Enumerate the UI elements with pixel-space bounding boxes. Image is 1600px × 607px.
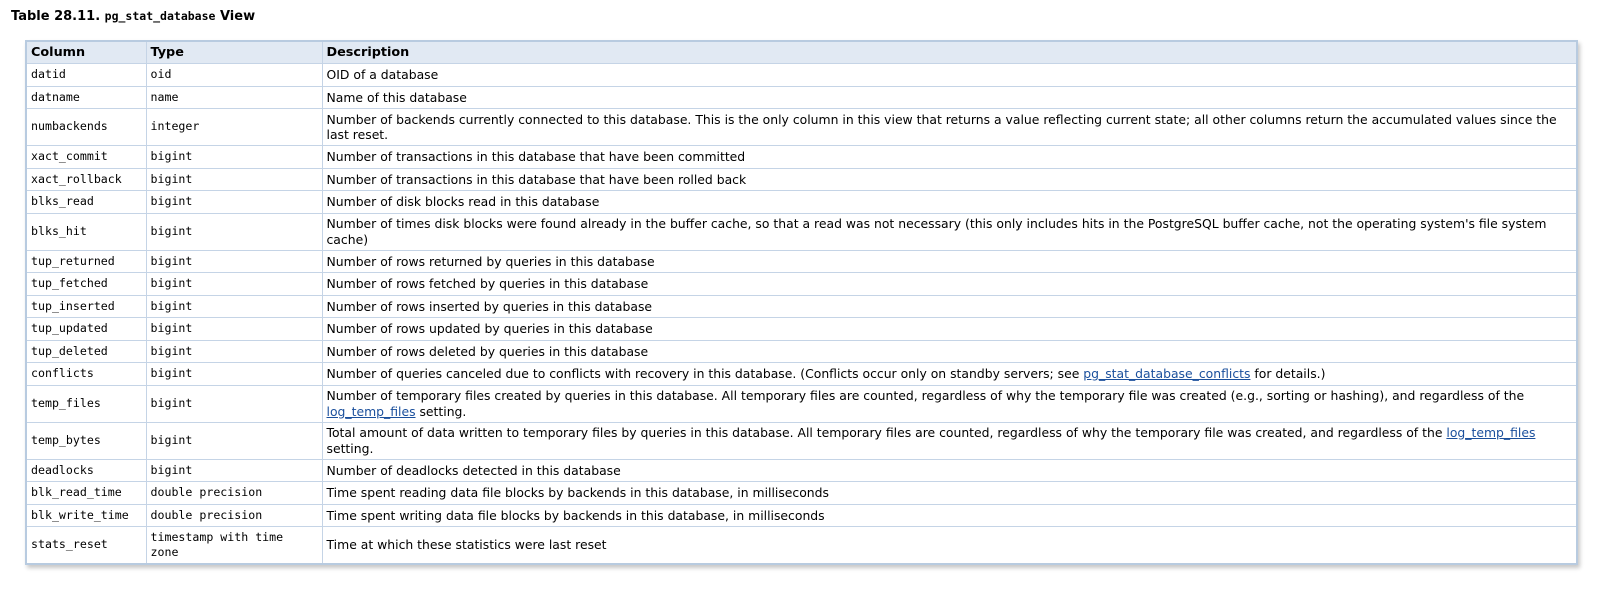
cell-description xyxy=(322,191,1577,214)
cell-description xyxy=(322,504,1577,527)
cell-type: bigint xyxy=(146,250,322,273)
cell-type: bigint xyxy=(146,295,322,318)
description-text-after: setting. xyxy=(326,440,374,456)
description-text-after: setting. xyxy=(415,403,467,419)
description-text: Number of times disk blocks were found already in the buffer cache, so that a read was not necessary (this only includes hits in the PostgreSQL buffer cache, not the operating system's file system cache) xyxy=(326,216,1547,247)
table-row xyxy=(26,146,1577,169)
cell-type: bigint xyxy=(146,459,322,482)
table-row xyxy=(26,459,1577,482)
description-text: Number of transactions in this database that have been rolled back xyxy=(326,171,747,187)
table-caption xyxy=(11,7,255,26)
description-text: Time spent reading data file blocks by backends in this database, in milliseconds xyxy=(326,485,829,500)
cell-column-name: tup_fetched xyxy=(26,273,146,296)
caption-prefix: Table 28.11. xyxy=(11,9,105,24)
cell-description xyxy=(322,422,1577,459)
cell-description xyxy=(322,250,1577,273)
cell-type: double precision xyxy=(146,504,322,527)
cell-description xyxy=(322,295,1577,318)
cell-column-name: tup_inserted xyxy=(26,295,146,318)
cell-column-name: stats_reset xyxy=(26,527,146,565)
cell-description xyxy=(322,86,1577,109)
table-row xyxy=(26,340,1577,363)
cell-column-name: xact_commit xyxy=(26,146,146,169)
description-link[interactable]: log_temp_files xyxy=(326,403,416,419)
cell-description xyxy=(322,482,1577,505)
cell-description xyxy=(322,273,1577,296)
table-row xyxy=(26,504,1577,527)
header-column: Column xyxy=(26,41,146,64)
cell-column-name: blks_read xyxy=(26,191,146,214)
cell-description xyxy=(322,64,1577,87)
cell-type: bigint xyxy=(146,213,322,250)
description-link[interactable]: log_temp_files xyxy=(1446,425,1536,440)
description-text: Number of temporary files created by queries in this database. All temporary files are counted, regardless of why the temporary file was created (e.g., sorting or hashing), and regardless of the xyxy=(326,388,1525,403)
table-row xyxy=(26,527,1577,565)
table-body xyxy=(26,64,1577,565)
cell-column-name: blks_hit xyxy=(26,213,146,250)
cell-column-name: datid xyxy=(26,64,146,87)
description-text: Number of deadlocks detected in this database xyxy=(326,462,621,478)
cell-type: name xyxy=(146,86,322,109)
cell-column-name: conflicts xyxy=(26,363,146,386)
table-container xyxy=(25,40,1578,565)
description-text: Total amount of data written to temporary files by queries in this database. All temporary files are counted, regardless of why the temporary file was created, and regardless of the xyxy=(326,425,1447,440)
description-text: Number of rows returned by queries in this database xyxy=(326,253,655,269)
cell-type: integer xyxy=(146,109,322,146)
cell-type: bigint xyxy=(146,363,322,386)
description-text: Number of transactions in this database that have been committed xyxy=(326,149,746,164)
caption-suffix: View xyxy=(215,9,256,24)
table-row xyxy=(26,273,1577,296)
cell-description xyxy=(322,318,1577,341)
cell-type: bigint xyxy=(146,340,322,363)
description-text: Time at which these statistics were last reset xyxy=(326,537,607,553)
cell-description xyxy=(322,385,1577,422)
cell-description xyxy=(322,146,1577,169)
cell-column-name: tup_updated xyxy=(26,318,146,341)
description-text: Name of this database xyxy=(326,89,467,105)
table-header-row xyxy=(26,41,1577,64)
cell-description xyxy=(322,459,1577,482)
table-row xyxy=(26,385,1577,422)
cell-type: bigint xyxy=(146,422,322,459)
cell-type: bigint xyxy=(146,385,322,422)
table-row xyxy=(26,422,1577,459)
cell-column-name: numbackends xyxy=(26,109,146,146)
description-text: Time spent writing data file blocks by backends in this database, in milliseconds xyxy=(326,507,825,523)
description-text: Number of rows deleted by queries in this database xyxy=(326,343,649,359)
table-row xyxy=(26,109,1577,146)
cell-column-name: xact_rollback xyxy=(26,168,146,191)
table-row xyxy=(26,250,1577,273)
description-text: Number of disk blocks read in this database xyxy=(326,194,600,209)
description-text: OID of a database xyxy=(326,67,439,82)
table-row xyxy=(26,191,1577,214)
cell-column-name: tup_returned xyxy=(26,250,146,273)
cell-type: bigint xyxy=(146,191,322,214)
description-text: Number of queries canceled due to conflicts with recovery in this database. (Conflicts occur only on standby servers; see xyxy=(326,366,1084,381)
table-row xyxy=(26,86,1577,109)
cell-column-name: datname xyxy=(26,86,146,109)
cell-type: timestamp with time zone xyxy=(146,527,322,565)
table-row xyxy=(26,363,1577,386)
header-type: Type xyxy=(146,41,322,64)
cell-column-name: blk_read_time xyxy=(26,482,146,505)
table-row xyxy=(26,168,1577,191)
cell-description xyxy=(322,527,1577,565)
cell-description xyxy=(322,340,1577,363)
description-text: Number of rows updated by queries in this database xyxy=(326,321,653,336)
description-text: Number of rows inserted by queries in this database xyxy=(326,298,653,314)
cell-type: bigint xyxy=(146,146,322,169)
cell-column-name: blk_write_time xyxy=(26,504,146,527)
cell-type: oid xyxy=(146,64,322,87)
header-description: Description xyxy=(322,41,1577,64)
table-row xyxy=(26,213,1577,250)
cell-column-name: tup_deleted xyxy=(26,340,146,363)
description-link[interactable]: pg_stat_database_conflicts xyxy=(1083,366,1251,381)
description-text: Number of rows fetched by queries in this database xyxy=(326,276,649,291)
cell-description xyxy=(322,168,1577,191)
cell-type: bigint xyxy=(146,318,322,341)
cell-column-name: temp_files xyxy=(26,385,146,422)
description-text: Number of backends currently connected to this database. This is the only column in this view that returns a value reflecting current state; all other columns return the accumulated values since the last reset. xyxy=(326,111,1557,142)
caption-view-name: pg_stat_database xyxy=(104,9,216,23)
table-row xyxy=(26,64,1577,87)
cell-type: bigint xyxy=(146,168,322,191)
cell-type: double precision xyxy=(146,482,322,505)
cell-description xyxy=(322,363,1577,386)
pg-stat-database-table xyxy=(25,40,1578,565)
cell-description xyxy=(322,213,1577,250)
cell-description xyxy=(322,109,1577,146)
table-row xyxy=(26,318,1577,341)
cell-type: bigint xyxy=(146,273,322,296)
table-row xyxy=(26,482,1577,505)
cell-column-name: temp_bytes xyxy=(26,422,146,459)
table-row xyxy=(26,295,1577,318)
description-text-after: for details.) xyxy=(1250,366,1326,381)
cell-column-name: deadlocks xyxy=(26,459,146,482)
